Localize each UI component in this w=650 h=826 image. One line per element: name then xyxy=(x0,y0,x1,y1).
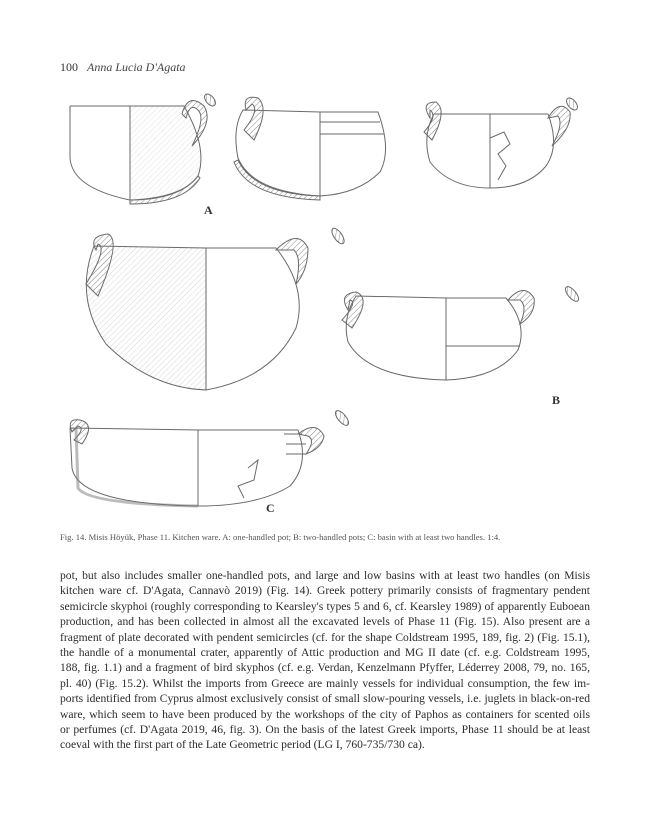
figure-14 xyxy=(58,88,588,518)
body-paragraph xyxy=(60,568,590,753)
pot-a-2 xyxy=(234,97,386,200)
pot-a-1 xyxy=(70,92,218,204)
pot-a-3 xyxy=(424,96,580,188)
figure-caption: Fig. 14. Misis Höyük, Phase 11. Kitchen ware. A: one-handled pot; B: two-handled pots; C: basin with at least two handles. 1:4. xyxy=(60,532,501,542)
pot-b-2 xyxy=(342,285,581,380)
page-number: 100 xyxy=(60,60,78,74)
body-line: pot, but also includes smaller one-handled pots, and large and low basins with at least two handles (on Misis xyxy=(60,569,590,582)
body-line: fragment of plate decorated with pendent semicircles (cf. for the shape Coldstream 1995, 189, fig. 2) (Fig. 15.1), xyxy=(60,630,590,644)
figure-label-c: C xyxy=(266,501,275,515)
running-head xyxy=(60,60,186,75)
basin-c xyxy=(70,409,351,506)
author-name: Anna Lucia D'Agata xyxy=(87,60,186,74)
body-line: ware, which seem to have been produced by the workshops of the city of Paphos as containers for scented oils xyxy=(60,707,590,721)
body-line: ports identified from Cyprus almost exclusively consist of small slow-pouring vessels, i.e. juglets in black-on-red xyxy=(60,692,590,706)
pottery-drawings xyxy=(58,88,588,518)
figure-label-b: B xyxy=(552,393,561,407)
pot-b-1 xyxy=(86,226,346,390)
body-line: semicircle skyphoi (roughly corresponding to Kearsley's types 5 and 6, cf. Kearsley 1989) of apparently Euboean xyxy=(60,599,590,613)
body-line: 188, fig. 1.1) and a fragment of bird skyphos (cf. e.g. Verdan, Kenzelmann Pfyffer, Léderrey 2008, 79, no. 165, xyxy=(60,661,590,675)
body-line: production, and has been collected in almost all the excavated levels of Phase 11 (Fig. 15). Also present are a xyxy=(60,615,590,629)
body-line: pl. 40) (Fig. 15.2). Whilst the imports from Greece are mainly vessels for individual consumption, the few im- xyxy=(60,676,590,690)
body-line: kitchen ware cf. D'Agata, Cannavò 2019) (Fig. 14). Greek pottery primarily consists of fragmentary pendent xyxy=(60,584,590,598)
body-line: the handle of a monumental crater, apparently of Attic production and MG II date (cf. e.g. Coldstream 1995, xyxy=(60,646,590,660)
figure-label-a: A xyxy=(204,203,213,217)
body-line: coeval with the first part of the Late Geometric period (LG I, 760-735/730 ca). xyxy=(60,738,425,752)
body-line: or perfumes (cf. D'Agata 2019, 46, fig. 3). On the basis of the latest Greek imports, Phase 11 should be at least xyxy=(60,723,590,737)
